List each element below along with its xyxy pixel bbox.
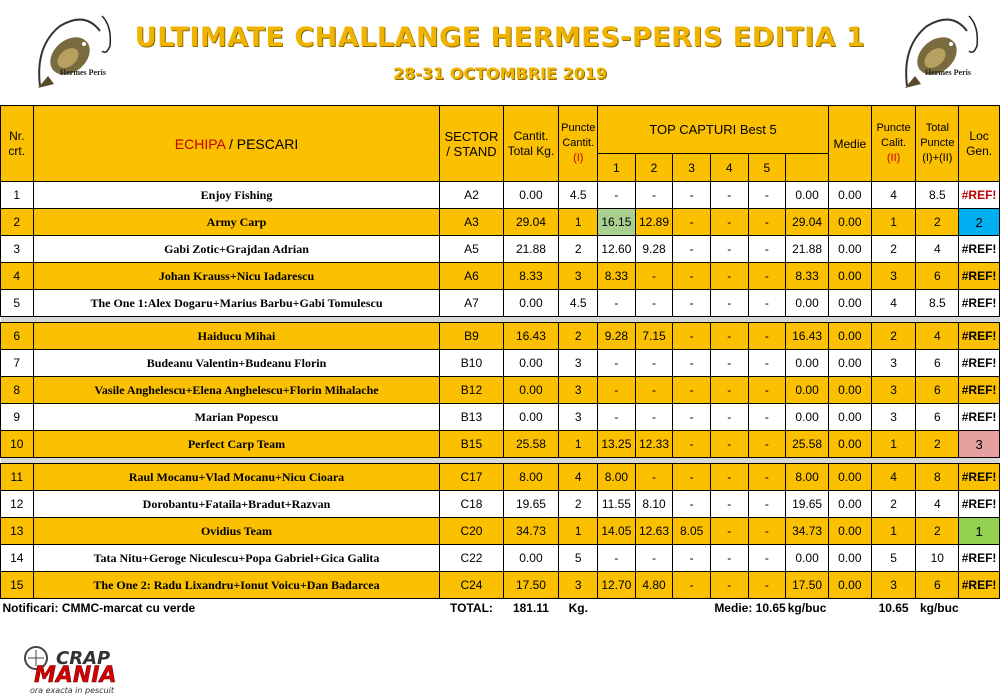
stand-cell: B15	[440, 431, 503, 458]
capture-cell-c4: -	[710, 209, 748, 236]
points-quantity-cell: 3	[559, 572, 598, 599]
capture-cell-c1: 14.05	[598, 518, 636, 545]
col-cantit-header: Cantit. Total Kg.	[503, 106, 559, 182]
capture-cell-c1: 13.25	[598, 431, 636, 458]
quantity-cell: 21.88	[503, 236, 559, 263]
col-nr-header: Nr. crt.	[1, 106, 34, 182]
col-top-3: 3	[673, 154, 711, 182]
capture-cell-medie: 0.00	[828, 404, 871, 431]
table-row	[1, 209, 1000, 236]
table-row	[1, 323, 1000, 350]
points-quantity-cell: 3	[559, 263, 598, 290]
overall-rank-cell: #REF!	[959, 464, 1000, 491]
col-total-header: Total Puncte (I)+(II)	[916, 106, 959, 182]
col-puncte-cantit-header: Puncte Cantit. (I)	[559, 106, 598, 182]
capture-cell-sum: 0.00	[786, 377, 829, 404]
capture-cell-c2: 9.28	[635, 236, 673, 263]
capture-cell-total: 2	[916, 518, 959, 545]
quantity-cell: 8.33	[503, 263, 559, 290]
capture-cell-c1: -	[598, 377, 636, 404]
capture-cell-c1: 11.55	[598, 491, 636, 518]
overall-rank-cell: 3	[959, 431, 1000, 458]
row-number: 12	[1, 491, 34, 518]
table-row	[1, 182, 1000, 209]
stand-cell: A6	[440, 263, 503, 290]
quantity-cell: 0.00	[503, 377, 559, 404]
capture-cell-p2: 3	[871, 377, 916, 404]
page-header	[0, 0, 1000, 105]
capture-cell-c3: -	[673, 263, 711, 290]
team-name: Johan Krauss+Nicu Iadarescu	[33, 263, 440, 290]
logo-tagline: ora exacta in pescuit	[30, 686, 114, 695]
capture-cell-c4: -	[710, 323, 748, 350]
capture-cell-medie: 0.00	[828, 209, 871, 236]
capture-cell-c1: 12.60	[598, 236, 636, 263]
row-number: 11	[1, 464, 34, 491]
page-title: ULTIMATE CHALLANGE HERMES-PERIS EDITIA 1	[134, 22, 866, 53]
capture-cell-c3: -	[673, 431, 711, 458]
capture-cell-c4: -	[710, 182, 748, 209]
total-label: TOTAL:	[440, 599, 503, 618]
col-top-5: 5	[748, 154, 786, 182]
quantity-cell: 0.00	[503, 290, 559, 317]
points-quantity-cell: 4.5	[559, 290, 598, 317]
table-row	[1, 491, 1000, 518]
capture-cell-c4: -	[710, 404, 748, 431]
capture-cell-c4: -	[710, 263, 748, 290]
quantity-cell: 0.00	[503, 404, 559, 431]
capture-cell-medie: 0.00	[828, 263, 871, 290]
capture-cell-p2: 4	[871, 290, 916, 317]
stand-cell: C22	[440, 545, 503, 572]
capture-cell-sum: 19.65	[786, 491, 829, 518]
points-quantity-cell: 1	[559, 518, 598, 545]
capture-cell-p2: 1	[871, 431, 916, 458]
quantity-cell: 19.65	[503, 491, 559, 518]
total-unit: Kg.	[559, 599, 598, 618]
quantity-cell: 0.00	[503, 545, 559, 572]
capture-cell-total: 6	[916, 404, 959, 431]
capture-cell-p2: 1	[871, 209, 916, 236]
capture-cell-medie: 0.00	[828, 290, 871, 317]
capture-cell-total: 10	[916, 545, 959, 572]
capture-cell-p2: 2	[871, 491, 916, 518]
capture-cell-c1: -	[598, 182, 636, 209]
capture-cell-p2: 3	[871, 350, 916, 377]
row-number: 10	[1, 431, 34, 458]
quantity-cell: 8.00	[503, 464, 559, 491]
results-table	[0, 105, 1000, 617]
capture-cell-medie: 0.00	[828, 545, 871, 572]
points-quantity-cell: 2	[559, 491, 598, 518]
row-number: 15	[1, 572, 34, 599]
row-number: 6	[1, 323, 34, 350]
team-name: Army Carp	[33, 209, 440, 236]
capture-cell-medie: 0.00	[828, 464, 871, 491]
capture-cell-c2: -	[635, 182, 673, 209]
team-name: The One 1:Alex Dogaru+Marius Barbu+Gabi Tomulescu	[33, 290, 440, 317]
capture-cell-c2: 7.15	[635, 323, 673, 350]
capture-cell-c2: 4.80	[635, 572, 673, 599]
points-quantity-cell: 1	[559, 431, 598, 458]
capture-cell-p2: 3	[871, 572, 916, 599]
capture-cell-medie: 0.00	[828, 236, 871, 263]
table-row	[1, 263, 1000, 290]
row-number: 13	[1, 518, 34, 545]
capture-cell-c5: -	[748, 572, 786, 599]
capture-cell-sum: 8.00	[786, 464, 829, 491]
capture-cell-medie: 0.00	[828, 323, 871, 350]
points-quantity-cell: 3	[559, 377, 598, 404]
row-number: 8	[1, 377, 34, 404]
capture-cell-sum: 0.00	[786, 545, 829, 572]
col-top-header: TOP CAPTURI Best 5	[598, 106, 829, 154]
capture-cell-total: 4	[916, 323, 959, 350]
overall-rank-cell: #REF!	[959, 182, 1000, 209]
medie-unit: kg/buc	[786, 599, 829, 618]
capture-cell-medie: 0.00	[828, 518, 871, 545]
stand-cell: B13	[440, 404, 503, 431]
capture-cell-c2: -	[635, 545, 673, 572]
capture-cell-c3: 8.05	[673, 518, 711, 545]
logo-text-right: Hermes Peris	[925, 68, 971, 77]
stand-cell: C17	[440, 464, 503, 491]
stand-cell: A3	[440, 209, 503, 236]
row-number: 1	[1, 182, 34, 209]
capture-cell-sum: 8.33	[786, 263, 829, 290]
points-quantity-cell: 4	[559, 464, 598, 491]
team-name: Ovidius Team	[33, 518, 440, 545]
capture-cell-c1: -	[598, 350, 636, 377]
capture-cell-p2: 3	[871, 263, 916, 290]
stand-cell: B10	[440, 350, 503, 377]
capture-cell-total: 6	[916, 350, 959, 377]
capture-cell-c2: 8.10	[635, 491, 673, 518]
capture-cell-c2: -	[635, 350, 673, 377]
capture-cell-c4: -	[710, 545, 748, 572]
table-row	[1, 377, 1000, 404]
capture-cell-c1: 8.33	[598, 263, 636, 290]
results-body	[1, 182, 1000, 599]
table-row	[1, 464, 1000, 491]
capture-cell-c5: -	[748, 545, 786, 572]
capture-cell-total: 6	[916, 263, 959, 290]
capture-cell-total: 2	[916, 431, 959, 458]
col-sector-header: SECTOR / STAND	[440, 106, 503, 182]
capture-cell-c3: -	[673, 545, 711, 572]
capture-cell-c5: -	[748, 431, 786, 458]
capture-cell-total: 8.5	[916, 182, 959, 209]
logo-line2: MANIA	[34, 663, 117, 688]
overall-rank-cell: #REF!	[959, 572, 1000, 599]
quantity-cell: 0.00	[503, 182, 559, 209]
capture-cell-c4: -	[710, 236, 748, 263]
col-top-4: 4	[710, 154, 748, 182]
capture-cell-medie: 0.00	[828, 491, 871, 518]
capture-cell-c5: -	[748, 350, 786, 377]
capture-cell-p2: 4	[871, 464, 916, 491]
team-name: Gabi Zotic+Grajdan Adrian	[33, 236, 440, 263]
capture-cell-medie: 0.00	[828, 431, 871, 458]
overall-rank-cell: #REF!	[959, 350, 1000, 377]
capture-cell-c2: -	[635, 263, 673, 290]
team-name: Enjoy Fishing	[33, 182, 440, 209]
capture-cell-medie: 0.00	[828, 350, 871, 377]
overall-rank-cell: #REF!	[959, 290, 1000, 317]
capture-cell-c1: 12.70	[598, 572, 636, 599]
points-quantity-cell: 3	[559, 350, 598, 377]
points-quantity-cell: 2	[559, 236, 598, 263]
team-name: Tata Nitu+Geroge Niculescu+Popa Gabriel+Gica Galita	[33, 545, 440, 572]
capture-cell-c2: -	[635, 464, 673, 491]
capture-cell-sum: 16.43	[786, 323, 829, 350]
capture-cell-total: 8	[916, 464, 959, 491]
points-quantity-cell: 4.5	[559, 182, 598, 209]
team-name: Marian Popescu	[33, 404, 440, 431]
row-number: 2	[1, 209, 34, 236]
capture-cell-c4: -	[710, 377, 748, 404]
quantity-cell: 25.58	[503, 431, 559, 458]
stand-cell: B12	[440, 377, 503, 404]
capture-cell-p2: 1	[871, 518, 916, 545]
capture-cell-total: 2	[916, 209, 959, 236]
capture-cell-c3: -	[673, 236, 711, 263]
medie-unit-2: kg/buc	[916, 599, 1000, 618]
col-top-1: 1	[598, 154, 636, 182]
total-value: 181.11	[503, 599, 559, 618]
row-number: 7	[1, 350, 34, 377]
row-number: 3	[1, 236, 34, 263]
col-puncte-calit-header: Puncte Calit. (II)	[871, 106, 916, 182]
team-name: Raul Mocanu+Vlad Mocanu+Nicu Cioara	[33, 464, 440, 491]
capture-cell-c3: -	[673, 464, 711, 491]
col-top-sum	[786, 154, 829, 182]
table-row	[1, 431, 1000, 458]
capture-cell-c3: -	[673, 572, 711, 599]
table-row	[1, 350, 1000, 377]
capture-cell-medie: 0.00	[828, 182, 871, 209]
crapmania-logo-icon	[20, 638, 130, 696]
capture-cell-c4: -	[710, 572, 748, 599]
capture-cell-c5: -	[748, 182, 786, 209]
capture-cell-sum: 34.73	[786, 518, 829, 545]
table-row	[1, 545, 1000, 572]
capture-cell-sum: 21.88	[786, 236, 829, 263]
overall-rank-cell: #REF!	[959, 491, 1000, 518]
capture-cell-c5: -	[748, 236, 786, 263]
capture-cell-total: 8.5	[916, 290, 959, 317]
capture-cell-total: 4	[916, 491, 959, 518]
stand-cell: A2	[440, 182, 503, 209]
row-number: 4	[1, 263, 34, 290]
capture-cell-c2: 12.63	[635, 518, 673, 545]
capture-cell-c5: -	[748, 404, 786, 431]
capture-cell-c3: -	[673, 404, 711, 431]
table-row	[1, 572, 1000, 599]
capture-cell-sum: 29.04	[786, 209, 829, 236]
quantity-cell: 17.50	[503, 572, 559, 599]
col-top-2: 2	[635, 154, 673, 182]
capture-cell-c1: 9.28	[598, 323, 636, 350]
capture-cell-c5: -	[748, 209, 786, 236]
capture-cell-sum: 0.00	[786, 350, 829, 377]
capture-cell-c5: -	[748, 323, 786, 350]
team-name: Vasile Anghelescu+Elena Anghelescu+Florin Mihalache	[33, 377, 440, 404]
capture-cell-sum: 17.50	[786, 572, 829, 599]
capture-cell-c2: 12.33	[635, 431, 673, 458]
capture-cell-sum: 0.00	[786, 182, 829, 209]
capture-cell-sum: 0.00	[786, 404, 829, 431]
overall-rank-cell: #REF!	[959, 236, 1000, 263]
capture-cell-medie: 0.00	[828, 572, 871, 599]
capture-cell-c5: -	[748, 491, 786, 518]
logo-text-left: Hermes Peris	[60, 68, 106, 77]
table-row	[1, 236, 1000, 263]
logo-line1: CRAP	[56, 648, 111, 669]
row-number: 9	[1, 404, 34, 431]
quantity-cell: 34.73	[503, 518, 559, 545]
team-name: Perfect Carp Team	[33, 431, 440, 458]
overall-rank-cell: #REF!	[959, 404, 1000, 431]
capture-cell-c3: -	[673, 491, 711, 518]
overall-rank-cell: 2	[959, 209, 1000, 236]
col-echipa-header: ECHIPA / PESCARI	[33, 106, 440, 182]
col-loc-header: Loc Gen.	[959, 106, 1000, 182]
table-row	[1, 404, 1000, 431]
capture-cell-p2: 2	[871, 323, 916, 350]
points-quantity-cell: 3	[559, 404, 598, 431]
capture-cell-p2: 3	[871, 404, 916, 431]
quantity-cell: 0.00	[503, 350, 559, 377]
overall-rank-cell: #REF!	[959, 263, 1000, 290]
points-quantity-cell: 2	[559, 323, 598, 350]
capture-cell-total: 6	[916, 377, 959, 404]
team-name: The One 2: Radu Lixandru+Ionut Voicu+Dan Badarcea	[33, 572, 440, 599]
stand-cell: A7	[440, 290, 503, 317]
capture-cell-c3: -	[673, 377, 711, 404]
carp-logo-icon	[897, 6, 987, 96]
overall-rank-cell: #REF!	[959, 323, 1000, 350]
capture-cell-c1: -	[598, 290, 636, 317]
overall-rank-cell: #REF!	[959, 377, 1000, 404]
capture-cell-c2: 12.89	[635, 209, 673, 236]
stand-cell: C24	[440, 572, 503, 599]
overall-rank-cell: #REF!	[959, 545, 1000, 572]
capture-cell-sum: 0.00	[786, 290, 829, 317]
stand-cell: C18	[440, 491, 503, 518]
capture-cell-c1: -	[598, 404, 636, 431]
overall-rank-cell: 1	[959, 518, 1000, 545]
medie-value-2: 10.65	[871, 599, 916, 618]
capture-cell-c4: -	[710, 518, 748, 545]
capture-cell-c5: -	[748, 290, 786, 317]
team-name: Haiducu Mihai	[33, 323, 440, 350]
capture-cell-c1: 16.15	[598, 209, 636, 236]
quantity-cell: 16.43	[503, 323, 559, 350]
capture-cell-c5: -	[748, 518, 786, 545]
capture-cell-p2: 4	[871, 182, 916, 209]
capture-cell-c3: -	[673, 290, 711, 317]
stand-cell: C20	[440, 518, 503, 545]
table-row	[1, 290, 1000, 317]
capture-cell-c3: -	[673, 209, 711, 236]
capture-cell-c3: -	[673, 350, 711, 377]
capture-cell-c3: -	[673, 182, 711, 209]
stand-cell: A5	[440, 236, 503, 263]
points-quantity-cell: 1	[559, 209, 598, 236]
capture-cell-c5: -	[748, 377, 786, 404]
points-quantity-cell: 5	[559, 545, 598, 572]
capture-cell-c5: -	[748, 263, 786, 290]
capture-cell-c4: -	[710, 491, 748, 518]
row-number: 5	[1, 290, 34, 317]
capture-cell-c5: -	[748, 464, 786, 491]
capture-cell-c1: -	[598, 545, 636, 572]
capture-cell-sum: 25.58	[786, 431, 829, 458]
capture-cell-c4: -	[710, 431, 748, 458]
row-number: 14	[1, 545, 34, 572]
capture-cell-medie: 0.00	[828, 377, 871, 404]
capture-cell-c2: -	[635, 404, 673, 431]
capture-cell-c2: -	[635, 290, 673, 317]
footer-row	[1, 599, 1000, 618]
capture-cell-total: 4	[916, 236, 959, 263]
capture-cell-c1: 8.00	[598, 464, 636, 491]
capture-cell-p2: 2	[871, 236, 916, 263]
table-row	[1, 518, 1000, 545]
capture-cell-c4: -	[710, 464, 748, 491]
capture-cell-c3: -	[673, 323, 711, 350]
stand-cell: B9	[440, 323, 503, 350]
capture-cell-total: 6	[916, 572, 959, 599]
medie-footer: Medie: 10.65	[673, 599, 786, 618]
team-name: Budeanu Valentin+Budeanu Florin	[33, 350, 440, 377]
quantity-cell: 29.04	[503, 209, 559, 236]
capture-cell-p2: 5	[871, 545, 916, 572]
notificari-text: Notificari: CMMC-marcat cu verde	[1, 599, 440, 618]
team-name: Dorobantu+Fataila+Bradut+Razvan	[33, 491, 440, 518]
col-medie-header: Medie	[828, 106, 871, 182]
capture-cell-c4: -	[710, 350, 748, 377]
page-subtitle: 28-31 OCTOMBRIE 2019	[392, 64, 608, 83]
capture-cell-c4: -	[710, 290, 748, 317]
capture-cell-c2: -	[635, 377, 673, 404]
